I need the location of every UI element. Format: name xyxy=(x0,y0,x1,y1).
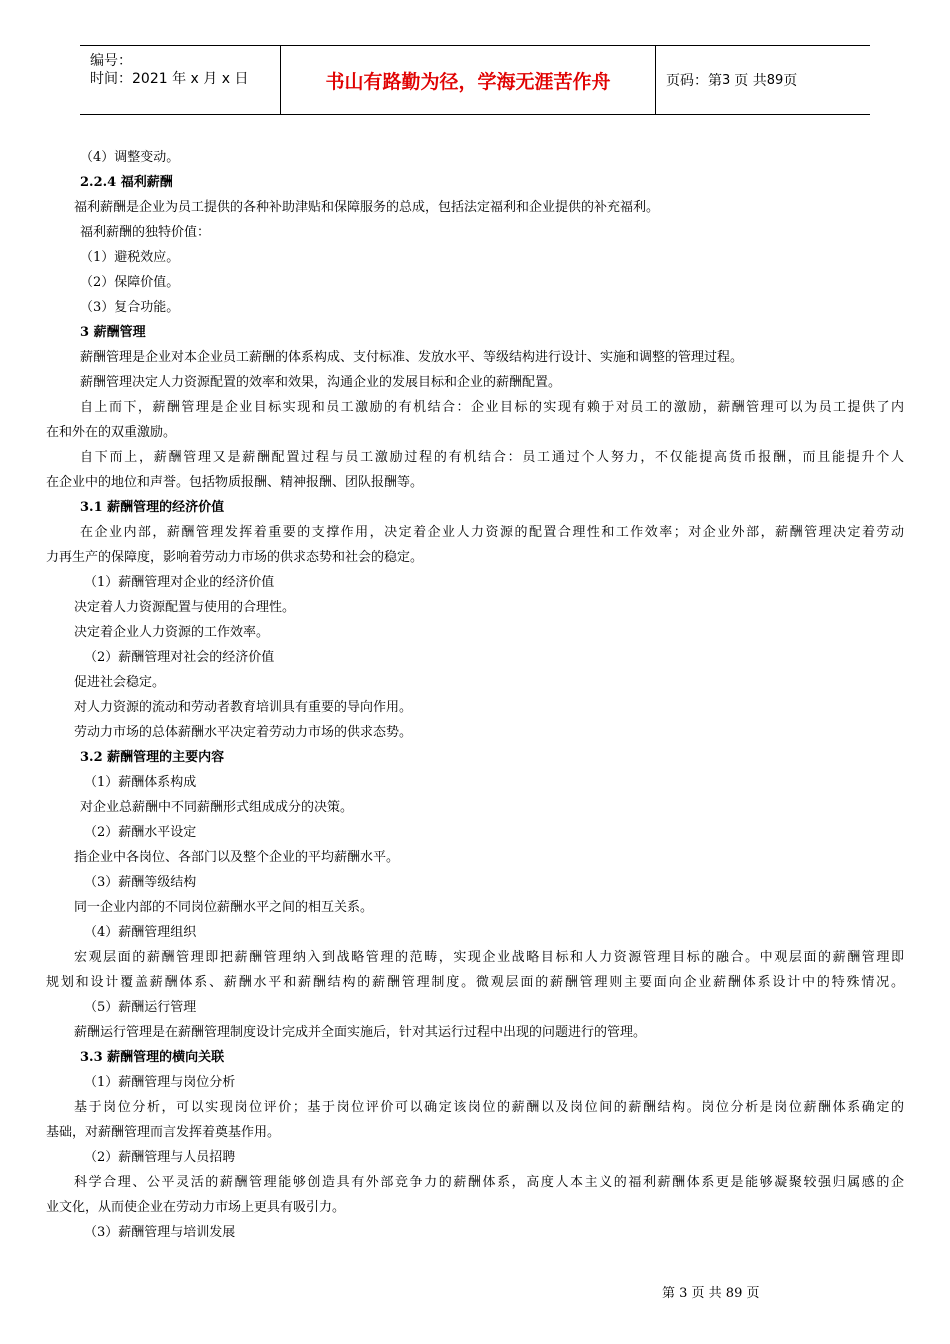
paragraph-line: 促进社会稳定。 xyxy=(74,675,166,690)
paragraph-line: 在企业内部，薪酬管理发挥着重要的支撑作用，决定着企业人力资源的配置合理性和工作效率；对企业外部，薪酬管理决定着劳动 xyxy=(80,525,904,540)
paragraph-line: 自上而下，薪酬管理是企业目标实现和员工激励的有机结合：企业目标的实现有赖于对员工的激励，薪酬管理可以为员工提供了内 xyxy=(80,400,904,415)
list-item: （1）避税效应。 xyxy=(80,250,180,265)
paragraph-line: 科学合理、公平灵活的薪酬管理能够创造具有外部竞争力的薪酬体系，高度人本主义的福利薪酬体系更是能够凝聚较强归属感的企 xyxy=(74,1175,904,1190)
list-item: （3）薪酬等级结构 xyxy=(84,875,197,890)
page-label: 页码：第 xyxy=(666,73,722,89)
list-item: （2）保障价值。 xyxy=(80,275,180,290)
list-item: （3）薪酬管理与培训发展 xyxy=(84,1225,236,1240)
paragraph-line: 对企业总薪酬中不同薪酬形式组成成分的决策。 xyxy=(80,800,354,815)
header-meta xyxy=(80,46,281,114)
page-footer: 第 3 页 共 89 页 xyxy=(662,1286,760,1301)
section-heading: 3.2 薪酬管理的主要内容 xyxy=(80,750,225,765)
list-item: （1）薪酬管理与岗位分析 xyxy=(84,1075,236,1090)
paragraph-line: 规划和设计覆盖薪酬体系、薪酬水平和薪酬结构的薪酬管理制度。微观层面的薪酬管理则主要面向企业薪酬体系设计中的特殊情况。 xyxy=(46,975,904,990)
paragraph-line: 劳动力市场的总体薪酬水平决定着劳动力市场的供求态势。 xyxy=(74,725,413,740)
paragraph-line: 同一企业内部的不同岗位薪酬水平之间的相互关系。 xyxy=(74,900,374,915)
paragraph-line: 在企业中的地位和声誉。包括物质报酬、精神报酬、团队报酬等。 xyxy=(46,475,424,490)
page-total: 89 xyxy=(766,72,784,88)
doc-number-label: 编号： xyxy=(90,53,132,69)
page-number: 3 xyxy=(722,72,731,88)
paragraph-line: 福利薪酬的独特价值： xyxy=(80,225,211,240)
paragraph-line: 基于岗位分析，可以实现岗位评价；基于岗位评价可以确定该岗位的薪酬以及岗位间的薪酬结构。岗位分析是岗位薪酬体系确定的 xyxy=(74,1100,904,1115)
doc-time-label: 时间：2021 年 x 月 x 日 xyxy=(90,71,249,87)
list-item: （1）薪酬体系构成 xyxy=(84,775,197,790)
paragraph-line: 薪酬管理决定人力资源配置的效率和效果，沟通企业的发展目标和企业的薪酬配置。 xyxy=(80,375,562,390)
paragraph-line: 决定着企业人力资源的工作效率。 xyxy=(74,625,270,640)
list-item: （2）薪酬管理对社会的经济价值 xyxy=(84,650,275,665)
paragraph-line: 宏观层面的薪酬管理即把薪酬管理纳入到战略管理的范畴，实现企业战略目标和人力资源管理目标的融合。中观层面的薪酬管理即 xyxy=(74,950,904,965)
paragraph-line: 基础，对薪酬管理而言发挥着奠基作用。 xyxy=(46,1125,281,1140)
section-heading: 3.3 薪酬管理的横向关联 xyxy=(80,1050,225,1065)
paragraph-line: 自下而上，薪酬管理又是薪酬配置过程与员工激励过程的有机结合：员工通过个人努力，不仅能提高货币报酬，而且能提升个人 xyxy=(80,450,904,465)
list-item: （4）薪酬管理组织 xyxy=(84,925,197,940)
section-heading: 2.2.4 福利薪酬 xyxy=(80,175,173,190)
list-item: （2）薪酬管理与人员招聘 xyxy=(84,1150,236,1165)
paragraph-line: 力再生产的保障度，影响着劳动力市场的供求态势和社会的稳定。 xyxy=(46,550,424,565)
paragraph-line: 在和外在的双重激励。 xyxy=(46,425,177,440)
header-motto: 书山有路勤为径，学海无涯苦作舟 xyxy=(281,46,656,114)
header-page-info xyxy=(656,46,870,114)
page-mid: 页 共 xyxy=(734,73,767,89)
section-heading: 3 薪酬管理 xyxy=(80,325,146,340)
section-heading: 3.1 薪酬管理的经济价值 xyxy=(80,500,225,515)
list-item: （4）调整变动。 xyxy=(80,150,180,165)
page-end: 页 xyxy=(783,73,798,89)
list-item: （3）复合功能。 xyxy=(80,300,180,315)
list-item: （5）薪酬运行管理 xyxy=(84,1000,197,1015)
paragraph-line: 福利薪酬是企业为员工提供的各种补助津贴和保障服务的总成，包括法定福利和企业提供的补充福利。 xyxy=(74,200,660,215)
page-header xyxy=(80,45,870,115)
paragraph-line: 薪酬运行管理是在薪酬管理制度设计完成并全面实施后，针对其运行过程中出现的问题进行的管理。 xyxy=(74,1025,647,1040)
paragraph-line: 决定着人力资源配置与使用的合理性。 xyxy=(74,600,296,615)
paragraph-line: 业文化，从而使企业在劳动力市场上更具有吸引力。 xyxy=(46,1200,346,1215)
paragraph-line: 指企业中各岗位、各部门以及整个企业的平均薪酬水平。 xyxy=(74,850,400,865)
list-item: （2）薪酬水平设定 xyxy=(84,825,197,840)
list-item: （1）薪酬管理对企业的经济价值 xyxy=(84,575,275,590)
paragraph-line: 薪酬管理是企业对本企业员工薪酬的体系构成、支付标准、发放水平、等级结构进行设计、实施和调整的管理过程。 xyxy=(80,350,744,365)
paragraph-line: 对人力资源的流动和劳动者教育培训具有重要的导向作用。 xyxy=(74,700,413,715)
